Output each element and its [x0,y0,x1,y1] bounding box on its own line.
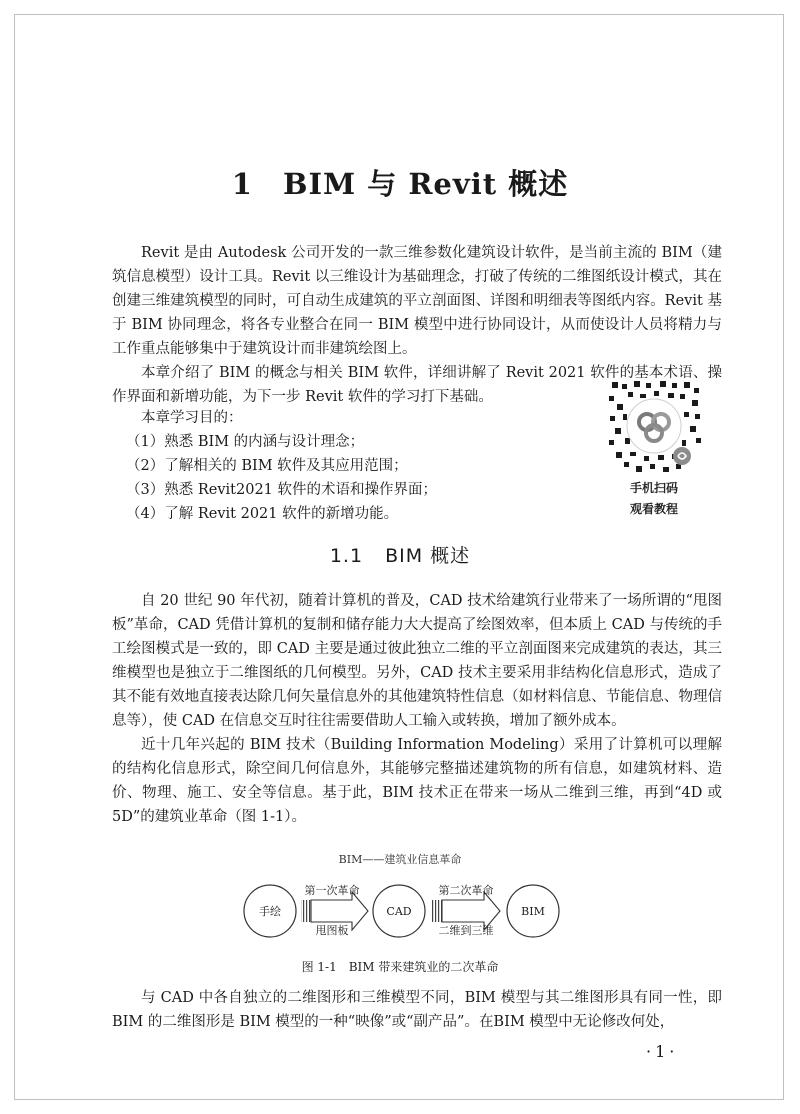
section-paragraph: 近十几年兴起的 BIM 技术（Building Information Modeling）采用了计算机可以理解的结构化信息形式，除空间几何信息外，其能够完整描述建筑物的所有信息，如建筑材料、造价、物理、施工、安全等信息。基于此，BIM 技术正在带来一场从二维到三维，再到“4D 或 5D”的建筑业革命（图 1-1）。 [112,737,722,825]
closing-paragraph: 与 CAD 中各自独立的二维图形和三维模型不同，BIM 模型与其二维图形具有同一性，即BIM 的二维图形是 BIM 模型的一种“映像”或“副产品”。在BIM 模型中无论修改何处， [112,990,722,1030]
page-number: ·1· [646,1042,679,1061]
qr-block [606,378,702,520]
figure-title: BIM——建筑业信息革命 [338,853,462,866]
chapter-title-text: BIM 与 Revit 概述 [282,167,569,201]
intro-paragraph: 本章介绍了 BIM 的概念与相关 BIM 软件，详细讲解了 Revit 2021 软件的基本术语、操作界面和新增功能，为下一步 Revit 软件的学习打下基础。 [112,365,722,405]
chapter-number: 1 [231,167,253,201]
section-paragraph: 自 20 世纪 90 年代初，随着计算机的普及，CAD 技术给建筑行业带来了一场所谓的“甩图板”革命，CAD 凭借计算机的复制和储存能力大大提高了绘图效率，但本质上 CAD 与传统的手工绘图模式是一致的，即 CAD 主要是通过彼此独立二维的平立剖面图来完成建筑的表达，其三维模型也是独立于二维图纸的几何模型。另外，CAD 技术主要采用非结构化信息形式，造成了其不能有效地直接表达除几何矢量信息外的其他建筑特性信息（如材料信息、节能信息、物理信息等），使 CAD 在信息交互时往往需要借助人工输入或转换，增加了额外成本。 [112,593,722,729]
objective-item: （1）熟悉 BIM 的内涵与设计理念； [126,434,365,450]
objective-item: （4）了解 Revit 2021 软件的新增功能。 [126,506,399,522]
qr-code-icon[interactable] [606,378,702,474]
intro-paragraph: Revit 是由 Autodesk 公司开发的一款三维参数化建筑设计软件，是当前主流的 BIM（建筑信息模型）设计工具。Revit 以三维设计为基础理念，打破了传统的二维图纸设计模式，其在创建三维建筑模型的同时，可自动生成建筑的平立剖面图、详图和明细表等图纸内容。Revit 基于 BIM 协同理念，将各专业整合在同一 BIM 模型中进行协同设计，从而使设计人员将精力与工作重点能够集中于建筑设计而非建筑绘图上。 [112,245,722,357]
objective-item: （2）了解相关的 BIM 软件及其应用范围； [126,458,408,474]
arrow-bottom-label: 甩图板 [315,924,349,937]
node-label: 手绘 [259,905,281,918]
objectives-intro: 本章学习目的： [141,410,243,426]
figure-caption: 图 1-1 BIM 带来建筑业的二次革命 [301,960,499,974]
node-label: BIM [521,905,545,918]
arrow-top-label: 第二次革命 [438,884,494,897]
section-number: 1.1 [329,545,364,567]
revolution-diagram [240,868,560,948]
closing-text [112,986,722,1034]
section-text [112,589,722,829]
objectives-list [112,406,592,526]
arrow-bottom-label: 二维到三维 [438,924,494,937]
arrow-top-label: 第一次革命 [304,884,360,897]
objective-item: （3）熟悉 Revit2021 软件的术语和操作界面； [126,482,437,498]
node-label: CAD [386,905,412,918]
qr-caption-line2: 观看教程 [629,502,678,516]
section-title [0,541,800,568]
qr-caption-line1: 手机扫码 [629,481,678,495]
section-title-text: BIM 概述 [385,545,471,567]
chapter-title [0,162,800,203]
